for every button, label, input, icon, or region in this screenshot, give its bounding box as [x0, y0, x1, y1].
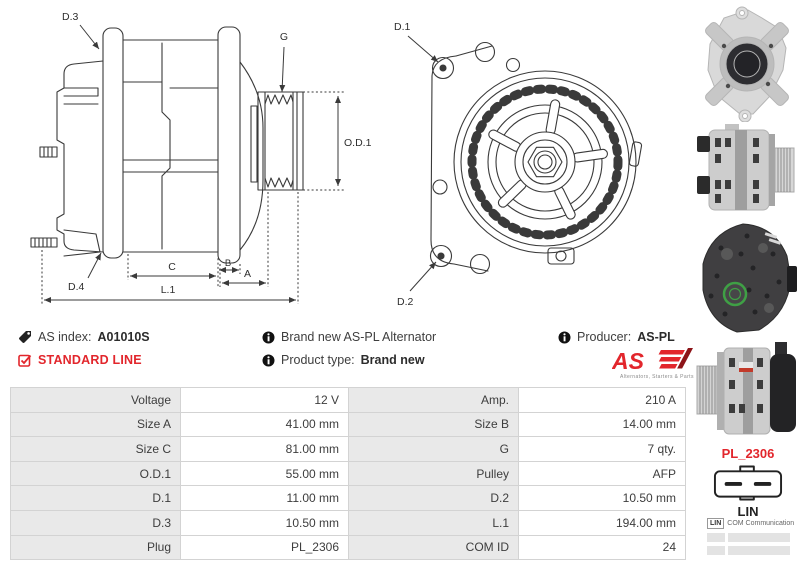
spec-label-cell: Amp.	[349, 388, 519, 413]
dim-label-d4: D.4	[68, 281, 85, 293]
spec-table	[10, 387, 686, 560]
tag-icon	[18, 330, 32, 344]
spec-value-cell: AFP	[519, 462, 686, 487]
spec-label-cell: Size B	[349, 413, 519, 438]
alternator-side-view-pulley-left-photo[interactable]	[695, 342, 800, 442]
spec-label-cell: D.3	[11, 511, 181, 536]
info-icon	[558, 331, 571, 344]
spec-label-cell: Size C	[11, 437, 181, 462]
blurred-cell	[707, 533, 725, 542]
spec-label-cell: L.1	[349, 511, 519, 536]
spec-value-cell: 12 V	[181, 388, 349, 413]
spec-value-cell: 10.50 mm	[181, 511, 349, 536]
dim-label-d2: D.2	[397, 296, 414, 308]
logo-as-text: AS	[612, 348, 644, 374]
spec-value-cell: PL_2306	[181, 536, 349, 561]
checkbox-check-icon	[18, 353, 32, 367]
spec-value-cell: 7 qty.	[519, 437, 686, 462]
spec-label-cell: COM ID	[349, 536, 519, 561]
as-index-label: AS index:	[38, 330, 92, 344]
blurred-cell	[728, 546, 790, 555]
com-value: COM Communication	[727, 520, 795, 527]
alternator-front-view-photo[interactable]	[698, 6, 798, 122]
alternator-side-view-pulley-right-photo[interactable]	[695, 124, 800, 217]
spec-label-cell: Plug	[11, 536, 181, 561]
dim-label-b: B	[224, 258, 232, 269]
spec-value-cell: 210 A	[519, 388, 686, 413]
producer-label: Producer:	[577, 330, 632, 344]
spec-value-cell: 10.50 mm	[519, 486, 686, 511]
dim-label-a: A	[244, 268, 252, 280]
plug-code: PL_2306	[721, 446, 775, 461]
as-index-value: A01010S	[97, 330, 150, 344]
blurred-cell	[707, 546, 725, 555]
as-index-row	[18, 330, 150, 344]
blurred-row	[707, 533, 797, 542]
info-icon	[262, 354, 275, 367]
com-header-row	[707, 518, 797, 529]
description-row	[262, 330, 436, 344]
logo-tagline: Alternators, Starters & Parts	[620, 374, 694, 380]
dim-label-l1: L.1	[160, 284, 176, 296]
producer-row	[558, 330, 675, 344]
com-communication-table	[707, 518, 797, 559]
dim-label-g: G	[279, 31, 289, 43]
as-pl-logo	[612, 348, 694, 380]
dim-label-c: C	[168, 261, 176, 273]
alternator-side-diagram	[0, 0, 380, 315]
spec-label-cell: O.D.1	[11, 462, 181, 487]
spec-value-cell: 14.00 mm	[519, 413, 686, 438]
blurred-row	[707, 546, 797, 555]
spec-value-cell: 11.00 mm	[181, 486, 349, 511]
dim-label-d1: D.1	[394, 21, 411, 33]
spec-value-cell: 55.00 mm	[181, 462, 349, 487]
plug-connector-icon	[713, 463, 783, 503]
product-type-row	[262, 353, 425, 367]
standard-line-label: STANDARD LINE	[38, 353, 142, 367]
spec-label-cell: Size A	[11, 413, 181, 438]
dim-label-d3: D.3	[62, 11, 79, 23]
alternator-front-diagram	[370, 0, 680, 315]
producer-value: AS-PL	[637, 330, 675, 344]
alternator-rear-view-photo[interactable]	[697, 220, 797, 338]
spec-label-cell: G	[349, 437, 519, 462]
description-text: Brand new AS-PL Alternator	[281, 330, 437, 344]
blurred-cell	[728, 533, 790, 542]
spec-value-cell: 194.00 mm	[519, 511, 686, 536]
com-key: LIN	[707, 518, 724, 529]
spec-value-cell: 24	[519, 536, 686, 561]
spec-label-cell: D.1	[11, 486, 181, 511]
standard-line-row	[18, 353, 142, 367]
dim-label-od1: O.D.1	[344, 137, 372, 149]
info-icon	[262, 331, 275, 344]
spec-value-cell: 81.00 mm	[181, 437, 349, 462]
spec-value-cell: 41.00 mm	[181, 413, 349, 438]
product-type-value: Brand new	[360, 353, 425, 367]
spec-label-cell: D.2	[349, 486, 519, 511]
connector-lin-label: LIN	[737, 504, 759, 519]
spec-label-cell: Voltage	[11, 388, 181, 413]
product-type-label: Product type:	[281, 353, 355, 367]
spec-label-cell: Pulley	[349, 462, 519, 487]
